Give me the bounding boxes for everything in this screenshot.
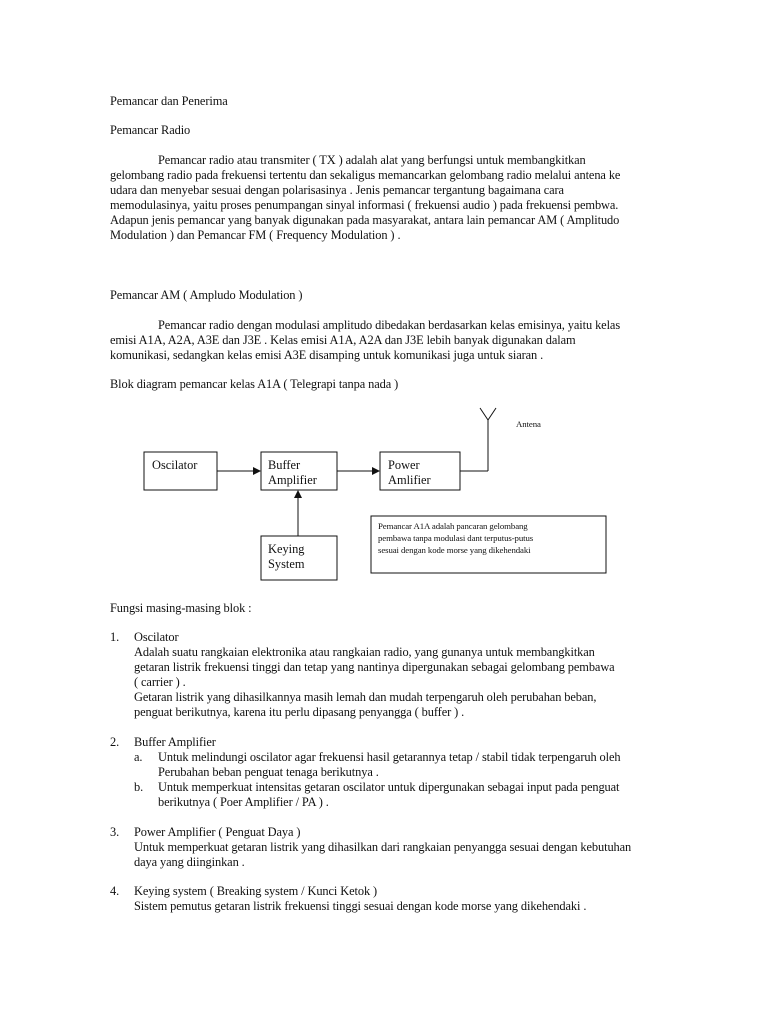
note-line: Pemancar A1A adalah pancaran gelombang bbox=[378, 521, 528, 531]
intro-line: Modulation ) dan Pemancar FM ( Frequency Modulation ) . bbox=[110, 228, 401, 242]
item-title: Keying system ( Breaking system / Kunci Ketok ) bbox=[134, 884, 378, 898]
sub-line: Perubahan beban penguat tenaga berikutnya . bbox=[158, 765, 379, 779]
sub-line: Untuk melindungi oscilator agar frekuensi hasil getarannya tetap / stabil tidak terpengaruh oleh bbox=[158, 750, 621, 764]
keying-label-1: Keying bbox=[268, 542, 305, 556]
item-line: Adalah suatu rangkaian elektronika atau rangkaian radio, yang gunanya untuk membangkitkan bbox=[134, 645, 595, 659]
item-title: Buffer Amplifier bbox=[134, 735, 216, 749]
item-line: getaran listrik frekuensi tinggi dan tetap yang nantinya dipergunakan sebagai gelombang pembawa bbox=[134, 660, 615, 674]
section-heading-am: Pemancar AM ( Ampludo Modulation ) bbox=[110, 288, 303, 302]
intro-line: Adapun jenis pemancar yang banyak digunakan pada masyarakat, antara lain pemancar AM ( Amplitudo bbox=[110, 213, 620, 227]
power-label-2: Amlifier bbox=[388, 473, 431, 487]
am-line: emisi A1A, A2A, A3E dan J3E . Kelas emisi A1A, A2A dan J3E lebih banyak digunakan dalam bbox=[110, 333, 576, 347]
item-line: Untuk memperkuat getaran listrik yang dihasilkan dari rangkaian penyangga sesuai dengan kebutuhan bbox=[134, 840, 632, 854]
keying-label-2: System bbox=[268, 557, 305, 571]
sub-label: a. bbox=[134, 750, 143, 764]
am-line: Pemancar radio dengan modulasi amplitudo dibedakan berdasarkan kelas emisinya, yaitu kelas bbox=[158, 318, 621, 332]
item-line: penguat berikutnya, karena itu perlu dipasang penyangga ( buffer ) . bbox=[134, 705, 465, 719]
note-line: pembawa tanpa modulasi dant terputus-putus bbox=[378, 533, 534, 543]
power-label-1: Power bbox=[388, 458, 420, 472]
item-number: 1. bbox=[110, 630, 120, 644]
diagram-title: Blok diagram pemancar kelas A1A ( Telegrapi tanpa nada ) bbox=[110, 377, 399, 391]
sub-label: b. bbox=[134, 780, 144, 794]
sub-line: Untuk memperkuat intensitas getaran oscilator untuk dipergunakan sebagai input pada penguat bbox=[158, 780, 620, 794]
note-line: sesuai dengan kode morse yang dikehendaki bbox=[378, 545, 531, 555]
item-number: 4. bbox=[110, 884, 120, 898]
intro-line: udara dan menyebar sesuai dengan polarisasinya . Jenis pemancar tergantung bagaimana cara bbox=[110, 183, 564, 197]
sub-line: berikutnya ( Poer Amplifier / PA ) . bbox=[158, 795, 329, 809]
am-line: komunikasi, sedangkan kelas emisi A3E disamping untuk komunikasi juga untuk siaran . bbox=[110, 348, 544, 362]
buffer-label-2: Amplifier bbox=[268, 473, 317, 487]
antenna-icon bbox=[460, 408, 496, 471]
item-line: Getaran listrik yang dihasilkannya masih lemah dan mudah terpengaruh oleh perubahan beban, bbox=[134, 690, 597, 704]
intro-line: Pemancar radio atau transmiter ( TX ) adalah alat yang berfungsi untuk membangkitkan bbox=[158, 153, 586, 167]
intro-line: memodulasinya, yaitu proses penumpangan sinyal informasi ( frekuensi audio ) pada frekuensi pembwa. bbox=[110, 198, 619, 212]
intro-line: gelombang radio pada frekuensi tertentu dan sekaligus memancarkan gelombang radio melalui antena ke bbox=[110, 168, 621, 182]
item-number: 3. bbox=[110, 825, 120, 839]
functions-heading: Fungsi masing-masing blok : bbox=[110, 601, 252, 615]
item-line: Sistem pemutus getaran listrik frekuensi tinggi sesuai dengan kode morse yang dikehendaki . bbox=[134, 899, 587, 913]
document-heading: Pemancar dan Penerima bbox=[110, 94, 228, 108]
buffer-label-1: Buffer bbox=[268, 458, 301, 472]
item-number: 2. bbox=[110, 735, 120, 749]
section-heading-radio: Pemancar Radio bbox=[110, 123, 191, 137]
item-line: ( carrier ) . bbox=[134, 675, 186, 689]
item-title: Power Amplifier ( Penguat Daya ) bbox=[134, 825, 301, 839]
item-title: Oscilator bbox=[134, 630, 179, 644]
item-line: daya yang diinginkan . bbox=[134, 855, 245, 869]
antenna-label: Antena bbox=[516, 419, 541, 429]
oscilator-label: Oscilator bbox=[152, 458, 198, 472]
